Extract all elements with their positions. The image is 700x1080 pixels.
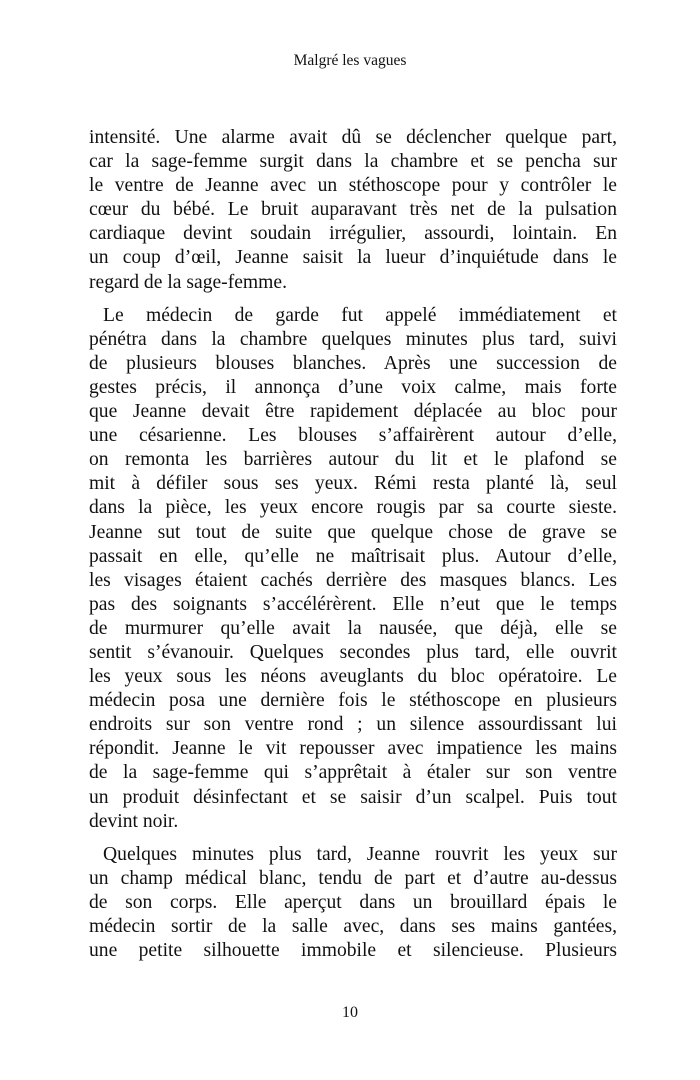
text-line: car la sage-femme surgit dans la chambre et se pencha sur [89, 151, 617, 173]
text-line: dans la pièce, les yeux encore rougis par sa courte sieste. [89, 497, 617, 519]
paragraph-2 [89, 304, 617, 834]
text-line: Jeanne sut tout de suite que quelque chose de grave se [89, 521, 617, 543]
running-header-title: Malgré les vagues [293, 52, 407, 69]
page-number: 10 [342, 1004, 358, 1021]
text-line: Le médecin de garde fut appelé immédiatement et [103, 304, 617, 326]
text-line: devint noir. [89, 810, 179, 832]
text-line: que Jeanne devait être rapidement déplacée au bloc pour [89, 401, 617, 423]
text-line: pénétra dans la chambre quelques minutes plus tard, suivi [89, 328, 617, 350]
body-text [89, 126, 617, 963]
text-line: les yeux sous les néons aveuglants du bloc opératoire. Le [89, 666, 617, 688]
text-line: de la sage-femme qui s’apprêtait à étaler sur son ventre [89, 762, 617, 784]
text-line: pas des soignants s’accélérèrent. Elle n’eut que le temps [89, 593, 617, 615]
text-line: cœur du bébé. Le bruit auparavant très net de la pulsation [89, 199, 617, 221]
text-line: sentit s’évanouir. Quelques secondes plus tard, elle ouvrit [89, 641, 617, 663]
text-line: cardiaque devint soudain irrégulier, assourdi, lointain. En [89, 223, 617, 245]
text-line: un produit désinfectant et se saisir d’un scalpel. Puis tout [89, 786, 617, 808]
text-line: de plusieurs blouses blanches. Après une succession de [89, 352, 617, 374]
text-line: un champ médical blanc, tendu de part et d’autre au-dessus [89, 867, 617, 889]
text-line: endroits sur son ventre rond ; un silence assourdissant lui [89, 714, 617, 736]
paragraph-3 [89, 843, 617, 963]
text-line: on remonta les barrières autour du lit et le plafond se [89, 449, 617, 471]
text-line: Quelques minutes plus tard, Jeanne rouvrit les yeux sur [103, 843, 617, 865]
text-line: regard de la sage-femme. [89, 271, 288, 293]
text-line: de son corps. Elle aperçut dans un brouillard épais le [89, 891, 617, 913]
text-line: le ventre de Jeanne avec un stéthoscope pour y contrôler le [89, 175, 617, 197]
text-line: intensité. Une alarme avait dû se déclencher quelque part, [89, 127, 617, 148]
text-line: médecin posa une dernière fois le stéthoscope en plusieurs [89, 690, 617, 712]
text-line: de murmurer qu’elle avait la nausée, que déjà, elle se [89, 617, 617, 639]
text-line: passait en elle, qu’elle ne maîtrisait plus. Autour d’elle, [89, 545, 617, 567]
text-line: gestes précis, il annonça d’une voix calme, mais forte [89, 376, 617, 398]
text-line: répondit. Jeanne le vit repousser avec impatience les mains [89, 738, 617, 760]
text-line: une petite silhouette immobile et silencieuse. Plusieurs [89, 940, 617, 962]
text-line: une césarienne. Les blouses s’affairèrent autour d’elle, [89, 425, 617, 447]
text-line: médecin sortir de la salle avec, dans ses mains gantées, [89, 916, 617, 937]
paragraph-1 [89, 126, 617, 295]
text-line: mit à défiler sous ses yeux. Rémi resta planté là, seul [89, 473, 617, 495]
text-line: les visages étaient cachés derrière des masques blancs. Les [89, 569, 617, 591]
text-line: un coup d’œil, Jeanne saisit la lueur d’inquiétude dans le [89, 247, 617, 269]
